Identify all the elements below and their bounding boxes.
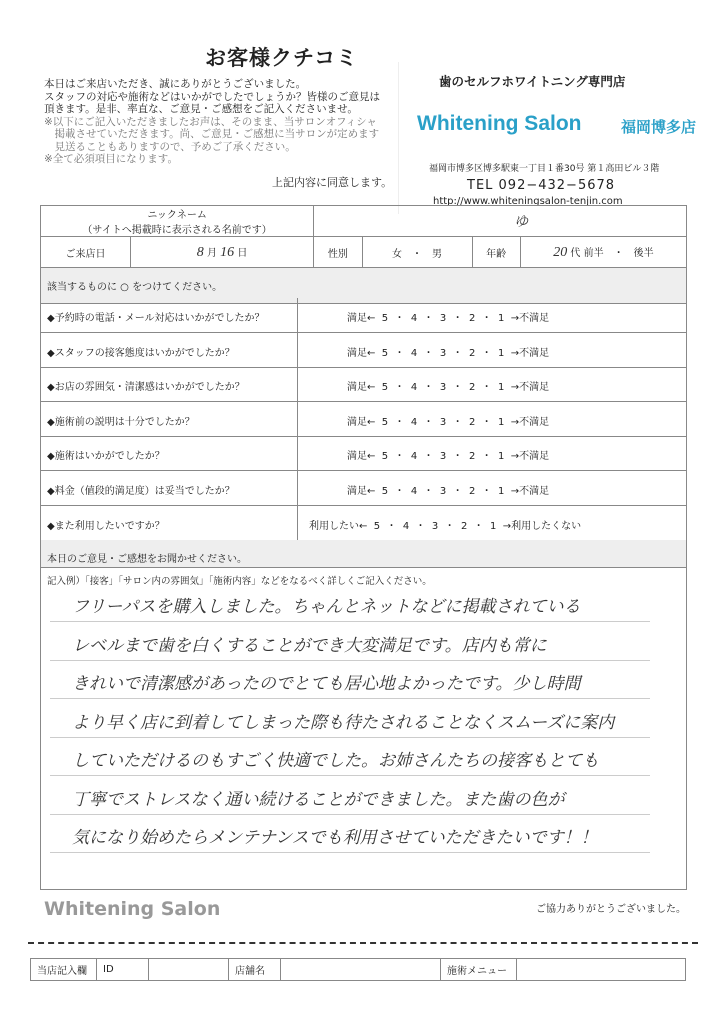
note-line: 掲載させていただきます。尚、ご意見・ご感想に当サロンが定めます [44,128,380,140]
nickname-label: ニックネーム [147,210,207,221]
age-label: 年齢 [472,237,520,268]
intro-line: 本日はご来店いただき、誠にありがとうございました。 [44,78,307,90]
question-label: ◆施術はいかがでしたか？ [47,451,165,463]
tagline: 歯のセルフホワイトニング専門店 [439,74,626,89]
question-row [40,367,687,402]
opinion-header: 本日のご意見・ご感想をお聞かせください。 [40,540,687,568]
question-row [40,333,687,368]
rating-scale[interactable]: 満足← 5 ・ 4 ・ 3 ・ 2 ・ 1 →不満足 [347,416,550,428]
note-line: 見送ることもありますので、予めご了承ください。 [44,140,296,153]
handwritten-line: 気になり始めたらメンテナンスでも利用させていただきたいです！！ [50,823,650,853]
age-unit: 代 [570,247,581,259]
column-divider [297,333,298,367]
intro-text [44,78,380,166]
agreement-text: 上記内容に同意します。 [272,176,393,189]
visit-day: 16 [220,244,235,260]
form-title: お客様クチコミ [205,46,359,70]
day-label: 日 [237,247,248,259]
age-value[interactable] [520,237,686,268]
nickname-sub: （サイトへ掲載時に表示される名前です） [82,225,272,236]
column-divider [297,471,298,505]
question-label: ◆お店の雰囲気・清潔感はいかがでしたか？ [47,382,245,394]
store-use-table [30,958,686,981]
id-field[interactable] [149,959,229,981]
note-line: ※以下にご記入いただきましたお声は、そのまま、当サロンオフィシャ [44,115,377,128]
question-label: ◆料金（値段的満足度）は妥当でしたか？ [47,486,235,497]
menu-field[interactable] [517,959,686,981]
question-label: ◆施術前の説明は十分でしたか？ [47,416,195,428]
question-row [40,298,687,333]
column-divider [297,367,298,401]
handwritten-line: フリーパスを購入しました。ちゃんとネットなどに掲載されている [50,592,650,622]
question-row [40,471,687,506]
branch-name: 福岡博多店 [621,118,697,136]
question-label: ◆予約時の電話・メール対応はいかがでしたか？ [47,313,265,324]
rating-scale[interactable]: 利用したい← 5 ・ 4 ・ 3 ・ 2 ・ 1 →利用したくない [309,520,582,532]
note-line: ※全て必須項目になります。 [44,153,178,165]
handwritten-line: より早く店に到着してしまった際も待たされることなくスムーズに案内 [50,708,650,738]
visit-date[interactable] [131,237,314,268]
column-divider [297,298,298,332]
handwritten-line: レベルまで歯を白くすることができ大変満足です。店内も常に [50,631,650,661]
visit-label: ご来店日 [41,237,131,268]
salon-card [398,62,724,214]
thanks-text: ご協力ありがとうございました。 [536,904,686,915]
store-name-label: 店舗名 [229,959,281,981]
visit-month: 8 [196,244,204,260]
handwritten-line: きれいで清潔感があったのでとても居心地よかったです。少し時間 [50,669,650,699]
rating-scale[interactable]: 満足← 5 ・ 4 ・ 3 ・ 2 ・ 1 →不満足 [347,313,550,324]
rating-scale[interactable]: 満足← 5 ・ 4 ・ 3 ・ 2 ・ 1 →不満足 [347,347,550,359]
opinion-example: 記入例）「接客」「サロン内の雰囲気」「施術内容」などをなるべく詳しくご記入ください。 [47,576,432,587]
rating-scale[interactable]: 満足← 5 ・ 4 ・ 3 ・ 2 ・ 1 →不満足 [347,382,550,394]
id-label: ID [97,959,149,981]
rating-scale[interactable]: 満足← 5 ・ 4 ・ 3 ・ 2 ・ 1 →不満足 [347,451,550,463]
column-divider [297,402,298,436]
website-url: http://www.whiteningsalon-tenjin.com [433,196,623,207]
intro-line: スタッフの対応や施術などはいかがでしたでしょうか？皆様のご意見は [44,90,380,103]
question-label: ◆スタッフの接客態度はいかがでしたか？ [47,347,235,359]
store-name-field[interactable] [281,959,441,981]
rating-scale[interactable]: 満足← 5 ・ 4 ・ 3 ・ 2 ・ 1 →不満足 [347,486,550,497]
column-divider [297,436,298,470]
customer-info-table [40,205,687,304]
handwritten-line: 丁寧でストレスなく通い続けることができました。また歯の色が [50,785,650,815]
gender-options[interactable]: 女 ・ 男 [362,237,472,268]
gender-label: 性別 [314,237,362,268]
menu-label: 施術メニュー [441,959,517,981]
question-label: ◆また利用したいですか？ [47,520,165,532]
footer-logo: Whitening Salon [44,898,221,920]
age-options: 前半 ・ 後半 [583,247,654,259]
salon-logo: Whitening Salon [417,112,582,135]
question-row [40,506,687,541]
question-row [40,436,687,471]
store-label: 当店記入欄 [31,959,97,981]
question-row [40,402,687,437]
age-number: 20 [553,244,568,260]
cut-line [28,942,698,944]
nickname-value[interactable]: ゆ [514,215,529,230]
handwritten-line: していただけるのもすごく快適でした。お姉さんたちの接客もとても [50,746,650,776]
instruction: 該当するものに ○ をつけてください。 [41,268,687,304]
month-label: 月 [206,247,217,259]
address: 福岡市博多区博多駅東一丁目１番30号 第１高田ビル３階 [429,164,660,174]
phone: TEL 092−432−5678 [467,178,616,193]
intro-line: 頂きます。是非、率直な、ご意見・ご感想をご記入くださいませ。 [44,103,358,115]
column-divider [297,506,298,540]
